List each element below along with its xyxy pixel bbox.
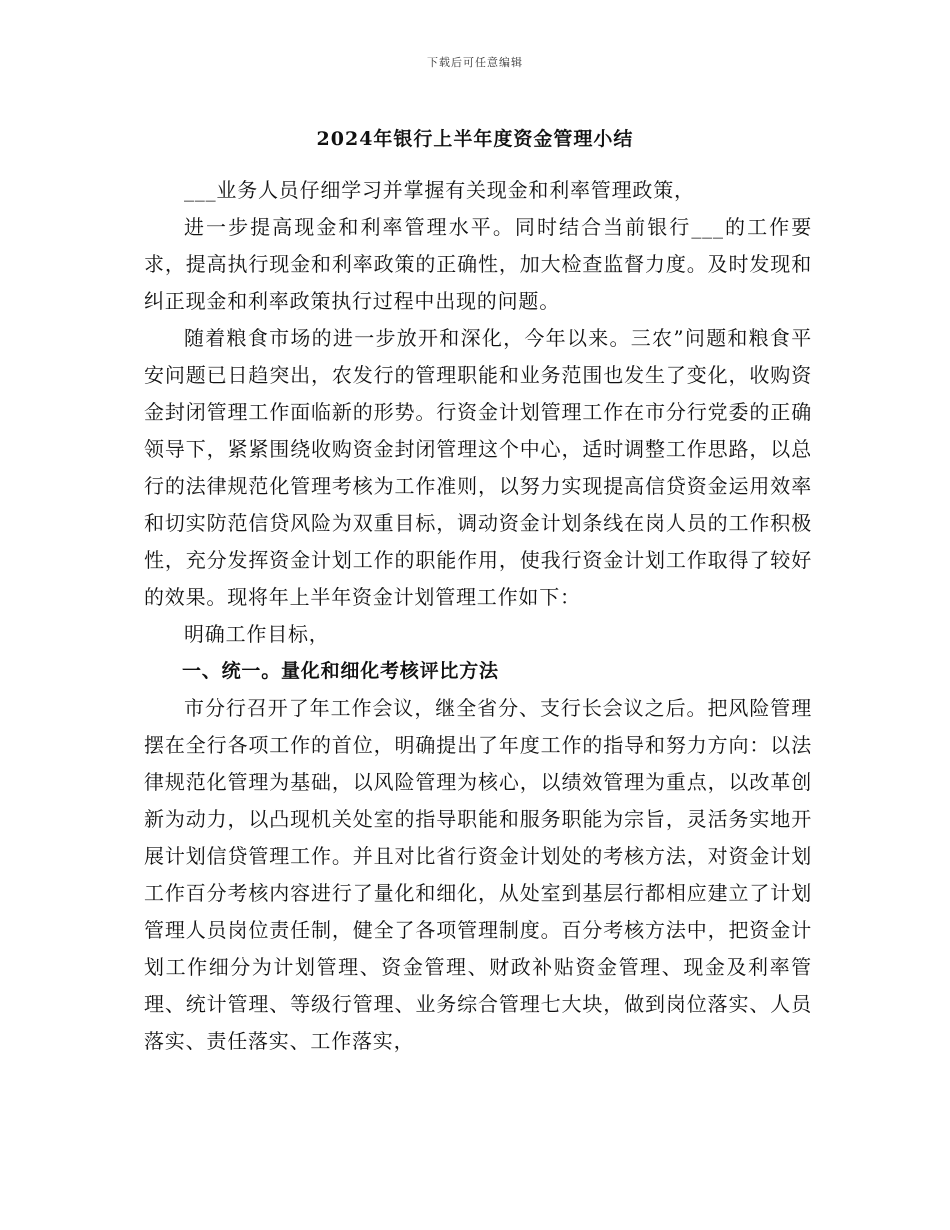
section-heading: 一、统一。量化和细化考核评比方法: [182, 660, 499, 682]
paragraph-3: 随着粮食市场的进一步放开和深化，今年以来。三农”问题和粮食平安问题已日趋突出，农发行的管理职能和业务范围也发生了变化，收购资金封闭管理工作面临新的形势。行资金计划管理工作在市分行党委的正确领导下，紧紧围绕收购资金封闭管理这个中心，适时调整工作思路，以总行的法律规范化管理考核为工作准则，以努力实现提高信贷资金运用效率和切实防范信贷风险为双重目标，调动资金计划条线在岗人员的工作积极性，充分发挥资金计划工作的职能作用，使我行资金计划工作取得了较好的效果。现将年上半年资金计划管理工作如下：: [144, 326, 812, 609]
document-title: 2024年银行上半年度资金管理小结: [316, 128, 634, 150]
paragraph-1: ___业务人员仔细学习并掌握有关现金和利率管理政策，: [184, 178, 695, 202]
section-paragraph: 市分行召开了年工作会议，继全省分、支行长会议之后。把风险管理摆在全行各项工作的首位，明确提出了年度工作的指导和努力方向：以法律规范化管理为基础，以风险管理为核心，以绩效管理为重点，以改革创新为动力，以凸现机关处室的指导职能和服务职能为宗旨，灵活务实地开展计划信贷管理工作。并且对比省行资金计划处的考核方法，对资金计划工作百分考核内容进行了量化和细化，从处室到基层行都相应建立了计划管理人员岗位责任制，健全了各项管理制度。百分考核方法中，把资金计划工作细分为计划管理、资金管理、财政补贴资金管理、现金及利率管理、统计管理、等级行管理、业务综合管理七大块，做到岗位落实、人员落实、责任落实、工作落实，: [144, 696, 812, 1053]
paragraph-2: 进一步提高现金和利率管理水平。同时结合当前银行___的工作要求，提高执行现金和利率政策的正确性，加大检查监督力度。及时发现和纠正现金和利率政策执行过程中出现的问题。: [144, 215, 812, 313]
page-header-note: 下载后可任意编辑: [427, 56, 523, 69]
document-body: [144, 172, 812, 1060]
paragraph-4: 明确工作目标，: [184, 622, 330, 646]
